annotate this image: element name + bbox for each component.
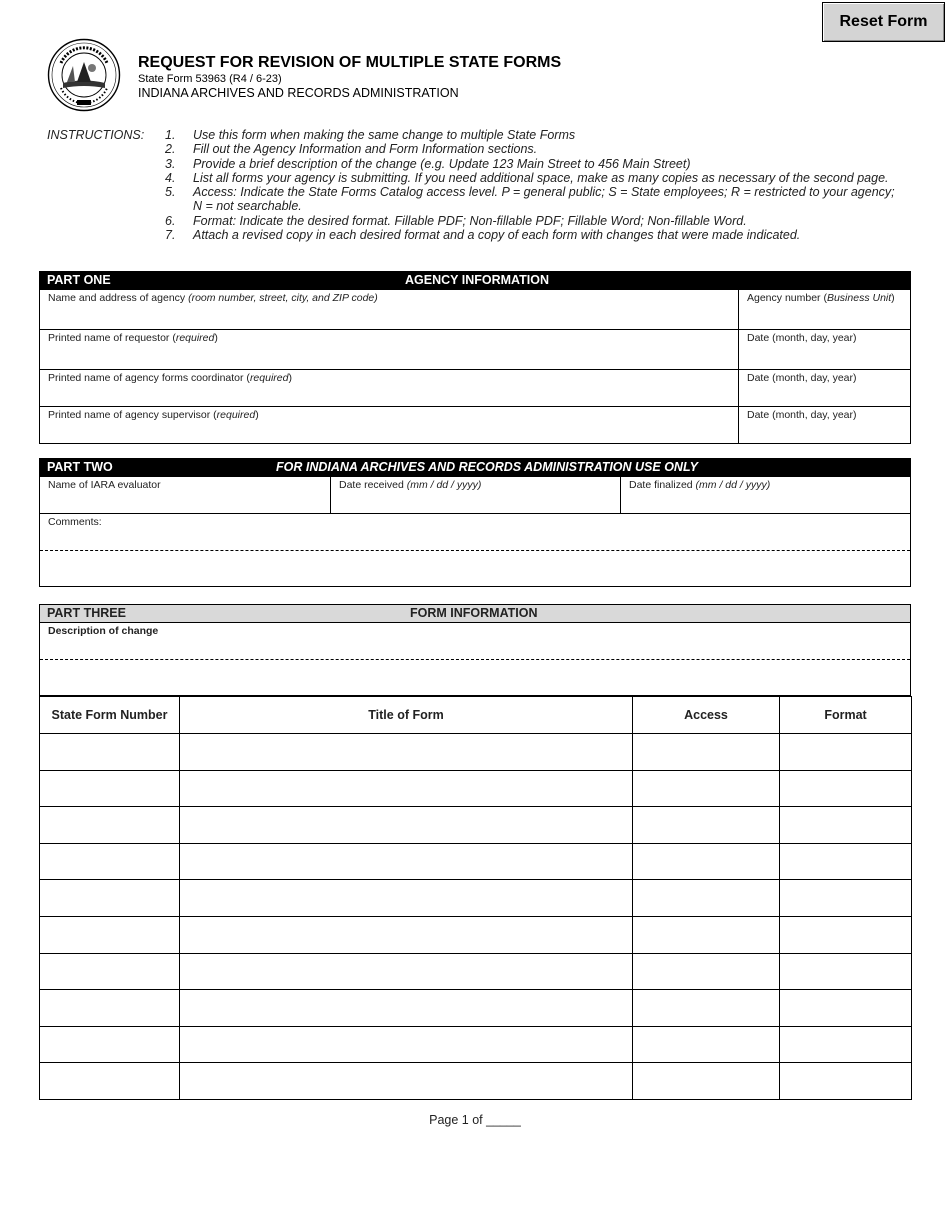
field-hint: (room number, street, city, and ZIP code) bbox=[188, 292, 378, 304]
instructions-list bbox=[165, 128, 905, 242]
access-cell[interactable] bbox=[633, 734, 780, 771]
description-field[interactable] bbox=[39, 623, 911, 696]
part-two-label: PART TWO bbox=[47, 460, 113, 474]
form-id: State Form 53963 (R4 / 6-23) bbox=[138, 73, 282, 85]
description-line bbox=[40, 660, 910, 695]
title-of-form-cell[interactable] bbox=[180, 1026, 633, 1063]
field-label-close: ) bbox=[891, 292, 895, 304]
coordinator-row bbox=[39, 370, 911, 407]
instruction-item bbox=[165, 128, 905, 142]
supervisor-name-field[interactable] bbox=[40, 407, 738, 443]
instruction-number: 4. bbox=[165, 170, 176, 185]
requestor-date-field[interactable] bbox=[738, 330, 910, 369]
reset-form-button[interactable]: Reset Form bbox=[822, 2, 945, 42]
column-header-access: Access bbox=[633, 697, 780, 734]
agency-name-address-field[interactable] bbox=[40, 290, 738, 329]
page-footer: Page 1 of _____ bbox=[429, 1113, 521, 1127]
part-two-heading: FOR INDIANA ARCHIVES AND RECORDS ADMINISTRATION USE ONLY bbox=[276, 460, 698, 474]
title-of-form-cell[interactable] bbox=[180, 1063, 633, 1100]
title-of-form-cell[interactable] bbox=[180, 770, 633, 807]
instruction-text: Fill out the Agency Information and Form Information sections. bbox=[193, 142, 538, 157]
instruction-item bbox=[165, 185, 905, 214]
field-hint: Business Unit bbox=[826, 292, 892, 304]
instruction-item bbox=[165, 228, 905, 242]
instruction-text: Attach a revised copy in each desired format and a copy of each form with changes that were made indicated. bbox=[193, 228, 801, 243]
state-form-number-cell[interactable] bbox=[40, 953, 180, 990]
table-row bbox=[40, 734, 912, 771]
state-form-number-cell[interactable] bbox=[40, 990, 180, 1027]
agency-number-field[interactable] bbox=[738, 290, 910, 329]
field-label: Date finalized bbox=[629, 479, 696, 491]
part-two-header bbox=[39, 458, 911, 477]
access-cell[interactable] bbox=[633, 916, 780, 953]
field-hint: required bbox=[175, 332, 215, 344]
description-line bbox=[40, 623, 910, 660]
part-one-label: PART ONE bbox=[47, 273, 111, 287]
part-two-section bbox=[39, 458, 911, 587]
coordinator-date-field[interactable] bbox=[738, 370, 910, 406]
field-label-close: ) bbox=[288, 372, 292, 384]
field-hint: (mm / dd / yyyy) bbox=[695, 479, 771, 491]
part-three-header bbox=[39, 604, 911, 623]
table-header-row bbox=[40, 697, 912, 734]
field-label: Date (month, day, year) bbox=[747, 332, 857, 344]
instruction-text: Use this form when making the same change to multiple State Forms bbox=[193, 128, 576, 142]
access-cell[interactable] bbox=[633, 843, 780, 880]
instruction-number: 6. bbox=[165, 213, 176, 228]
state-form-number-cell[interactable] bbox=[40, 843, 180, 880]
coordinator-name-field[interactable] bbox=[40, 370, 738, 406]
access-cell[interactable] bbox=[633, 1026, 780, 1063]
part-one-section bbox=[39, 271, 911, 444]
state-form-number-cell[interactable] bbox=[40, 916, 180, 953]
instruction-item bbox=[165, 214, 905, 228]
format-cell[interactable] bbox=[780, 953, 912, 990]
format-cell[interactable] bbox=[780, 880, 912, 917]
supervisor-date-field[interactable] bbox=[738, 407, 910, 443]
indiana-state-seal-icon bbox=[47, 38, 121, 112]
field-label: Agency number ( bbox=[747, 292, 827, 304]
agency-name: INDIANA ARCHIVES AND RECORDS ADMINISTRATION bbox=[138, 86, 459, 100]
iara-evaluator-field[interactable] bbox=[40, 477, 330, 513]
instruction-number: 2. bbox=[165, 142, 176, 157]
instruction-number: 1. bbox=[165, 128, 176, 142]
instruction-text: List all forms your agency is submitting. If you need additional space, make as many copies as necessary of the second page. bbox=[193, 170, 889, 185]
field-label: Name and address of agency bbox=[48, 292, 189, 304]
format-cell[interactable] bbox=[780, 734, 912, 771]
field-hint: required bbox=[249, 372, 289, 384]
access-cell[interactable] bbox=[633, 770, 780, 807]
instruction-item bbox=[165, 142, 905, 156]
instruction-text: Format: Indicate the desired format. Fillable PDF; Non-fillable PDF; Fillable Word; Non-fillable Word. bbox=[193, 213, 747, 228]
instruction-number: 3. bbox=[165, 156, 176, 171]
format-cell[interactable] bbox=[780, 770, 912, 807]
instruction-text: Access: Indicate the State Forms Catalog access level. P = general public; S = State employees; R = restricted to your agency; N = not searchable. bbox=[193, 185, 895, 214]
field-label: Date (month, day, year) bbox=[747, 372, 857, 384]
table-row bbox=[40, 990, 912, 1027]
field-label: Printed name of agency forms coordinator ( bbox=[48, 372, 250, 384]
comments-label: Comments: bbox=[48, 516, 102, 528]
part-three-heading: FORM INFORMATION bbox=[410, 606, 538, 620]
instructions-label: INSTRUCTIONS: bbox=[47, 128, 145, 142]
state-form-number-cell[interactable] bbox=[40, 807, 180, 844]
comments-line bbox=[40, 551, 910, 586]
part-one-header bbox=[39, 271, 911, 290]
state-form-number-cell[interactable] bbox=[40, 734, 180, 771]
table-row bbox=[40, 843, 912, 880]
format-cell[interactable] bbox=[780, 807, 912, 844]
comments-line bbox=[40, 514, 910, 551]
instruction-item bbox=[165, 171, 905, 185]
title-of-form-cell[interactable] bbox=[180, 990, 633, 1027]
table-row bbox=[40, 1026, 912, 1063]
title-of-form-cell[interactable] bbox=[180, 807, 633, 844]
supervisor-row bbox=[39, 407, 911, 444]
agency-row bbox=[39, 290, 911, 330]
column-header-title-of-form: Title of Form bbox=[180, 697, 633, 734]
title-of-form-cell[interactable] bbox=[180, 734, 633, 771]
form-title: REQUEST FOR REVISION OF MULTIPLE STATE FORMS bbox=[138, 54, 562, 71]
title-of-form-cell[interactable] bbox=[180, 916, 633, 953]
part-three-section bbox=[39, 604, 911, 696]
table-row bbox=[40, 880, 912, 917]
instruction-number: 7. bbox=[165, 228, 176, 243]
column-header-state-form-number: State Form Number bbox=[40, 697, 180, 734]
access-cell[interactable] bbox=[633, 990, 780, 1027]
access-cell[interactable] bbox=[633, 1063, 780, 1100]
format-cell[interactable] bbox=[780, 916, 912, 953]
column-header-format: Format bbox=[780, 697, 912, 734]
forms-table-body bbox=[40, 734, 912, 1100]
field-hint: (mm / dd / yyyy) bbox=[406, 479, 482, 491]
date-finalized-field[interactable] bbox=[620, 477, 910, 513]
date-received-field[interactable] bbox=[330, 477, 620, 513]
forms-table bbox=[39, 696, 912, 1100]
access-cell[interactable] bbox=[633, 880, 780, 917]
field-label-close: ) bbox=[214, 332, 218, 344]
part-three-label: PART THREE bbox=[47, 606, 126, 620]
access-cell[interactable] bbox=[633, 953, 780, 990]
title-of-form-cell[interactable] bbox=[180, 880, 633, 917]
title-of-form-cell[interactable] bbox=[180, 953, 633, 990]
requestor-name-field[interactable] bbox=[40, 330, 738, 369]
state-form-number-cell[interactable] bbox=[40, 770, 180, 807]
instruction-number: 5. bbox=[165, 185, 176, 200]
comments-field[interactable] bbox=[39, 514, 911, 587]
field-label-close: ) bbox=[255, 409, 259, 421]
table-row bbox=[40, 916, 912, 953]
table-row bbox=[40, 1063, 912, 1100]
format-cell[interactable] bbox=[780, 843, 912, 880]
description-label: Description of change bbox=[48, 625, 159, 637]
format-cell[interactable] bbox=[780, 1063, 912, 1100]
title-of-form-cell[interactable] bbox=[180, 843, 633, 880]
field-label: Date (month, day, year) bbox=[747, 409, 857, 421]
format-cell[interactable] bbox=[780, 990, 912, 1027]
state-form-number-cell[interactable] bbox=[40, 1063, 180, 1100]
field-label: Printed name of agency supervisor ( bbox=[48, 409, 217, 421]
requestor-row bbox=[39, 330, 911, 370]
instruction-text: Provide a brief description of the change (e.g. Update 123 Main Street to 456 Main Street) bbox=[193, 156, 691, 171]
state-form-number-cell[interactable] bbox=[40, 1026, 180, 1063]
iara-row bbox=[39, 477, 911, 514]
table-row bbox=[40, 953, 912, 990]
access-cell[interactable] bbox=[633, 807, 780, 844]
field-label: Printed name of requestor ( bbox=[48, 332, 176, 344]
field-label: Name of IARA evaluator bbox=[48, 479, 161, 491]
part-one-heading: AGENCY INFORMATION bbox=[405, 273, 549, 287]
instruction-item bbox=[165, 157, 905, 171]
field-label: Date received bbox=[339, 479, 407, 491]
state-form-number-cell[interactable] bbox=[40, 880, 180, 917]
table-row bbox=[40, 770, 912, 807]
format-cell[interactable] bbox=[780, 1026, 912, 1063]
table-row bbox=[40, 807, 912, 844]
field-hint: required bbox=[216, 409, 256, 421]
